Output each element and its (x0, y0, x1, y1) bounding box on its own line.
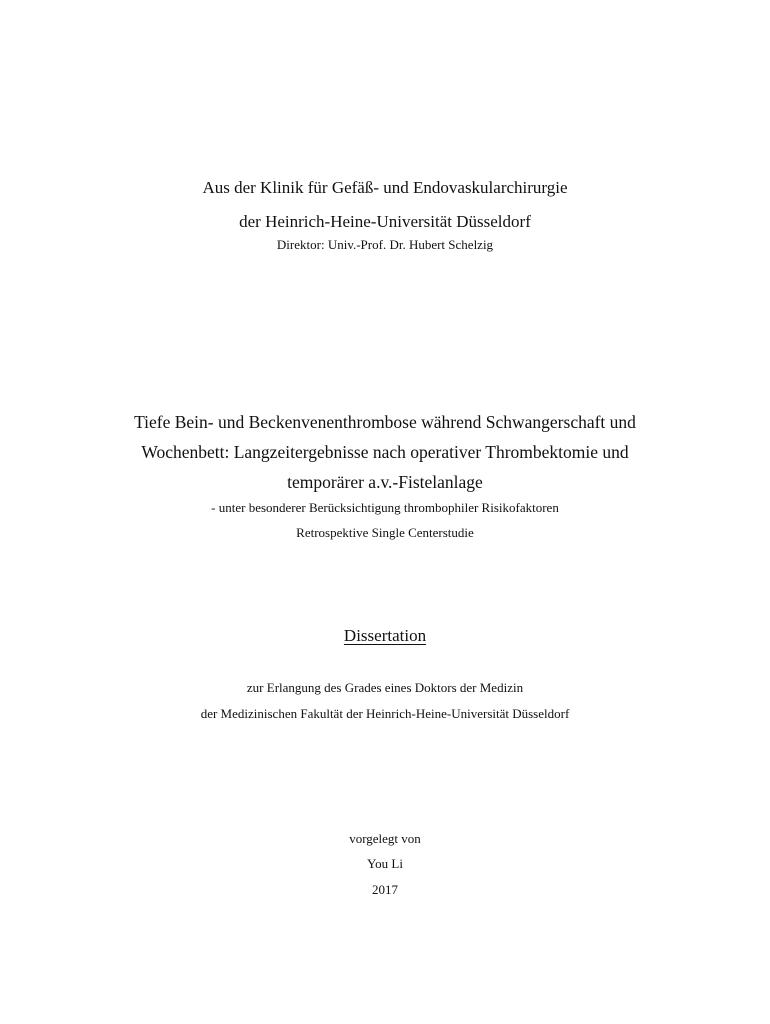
degree-purpose-line-2: der Medizinischen Fakultät der Heinrich-Heine-Universität Düsseldorf (200, 706, 570, 721)
title-line-2: Wochenbett: Langzeitergebnisse nach operativer Thrombektomie und (141, 442, 629, 462)
title-line-1: Tiefe Bein- und Beckenvenenthrombose während Schwangerschaft und (134, 412, 636, 432)
institution-line-1: Aus der Klinik für Gefäß- und Endovaskularchirurgie (202, 178, 568, 197)
degree-purpose-line-1: zur Erlangung des Grades eines Doktors der Medizin (246, 680, 524, 695)
subtitle-line-1: - unter besonderer Berücksichtigung thrombophiler Risikofaktoren (211, 500, 559, 515)
submitted-by-label: vorgelegt von (349, 831, 421, 846)
institution-line-2: der Heinrich-Heine-Universität Düsseldorf (239, 212, 531, 231)
submission-year: 2017 (372, 882, 398, 897)
title-line-3: temporärer a.v.-Fistelanlage (287, 472, 483, 492)
subtitle-line-2: Retrospektive Single Centerstudie (296, 525, 474, 540)
director-line: Direktor: Univ.-Prof. Dr. Hubert Schelzig (276, 237, 494, 252)
dissertation-heading: Dissertation (343, 626, 427, 645)
author-name: You Li (367, 856, 403, 871)
